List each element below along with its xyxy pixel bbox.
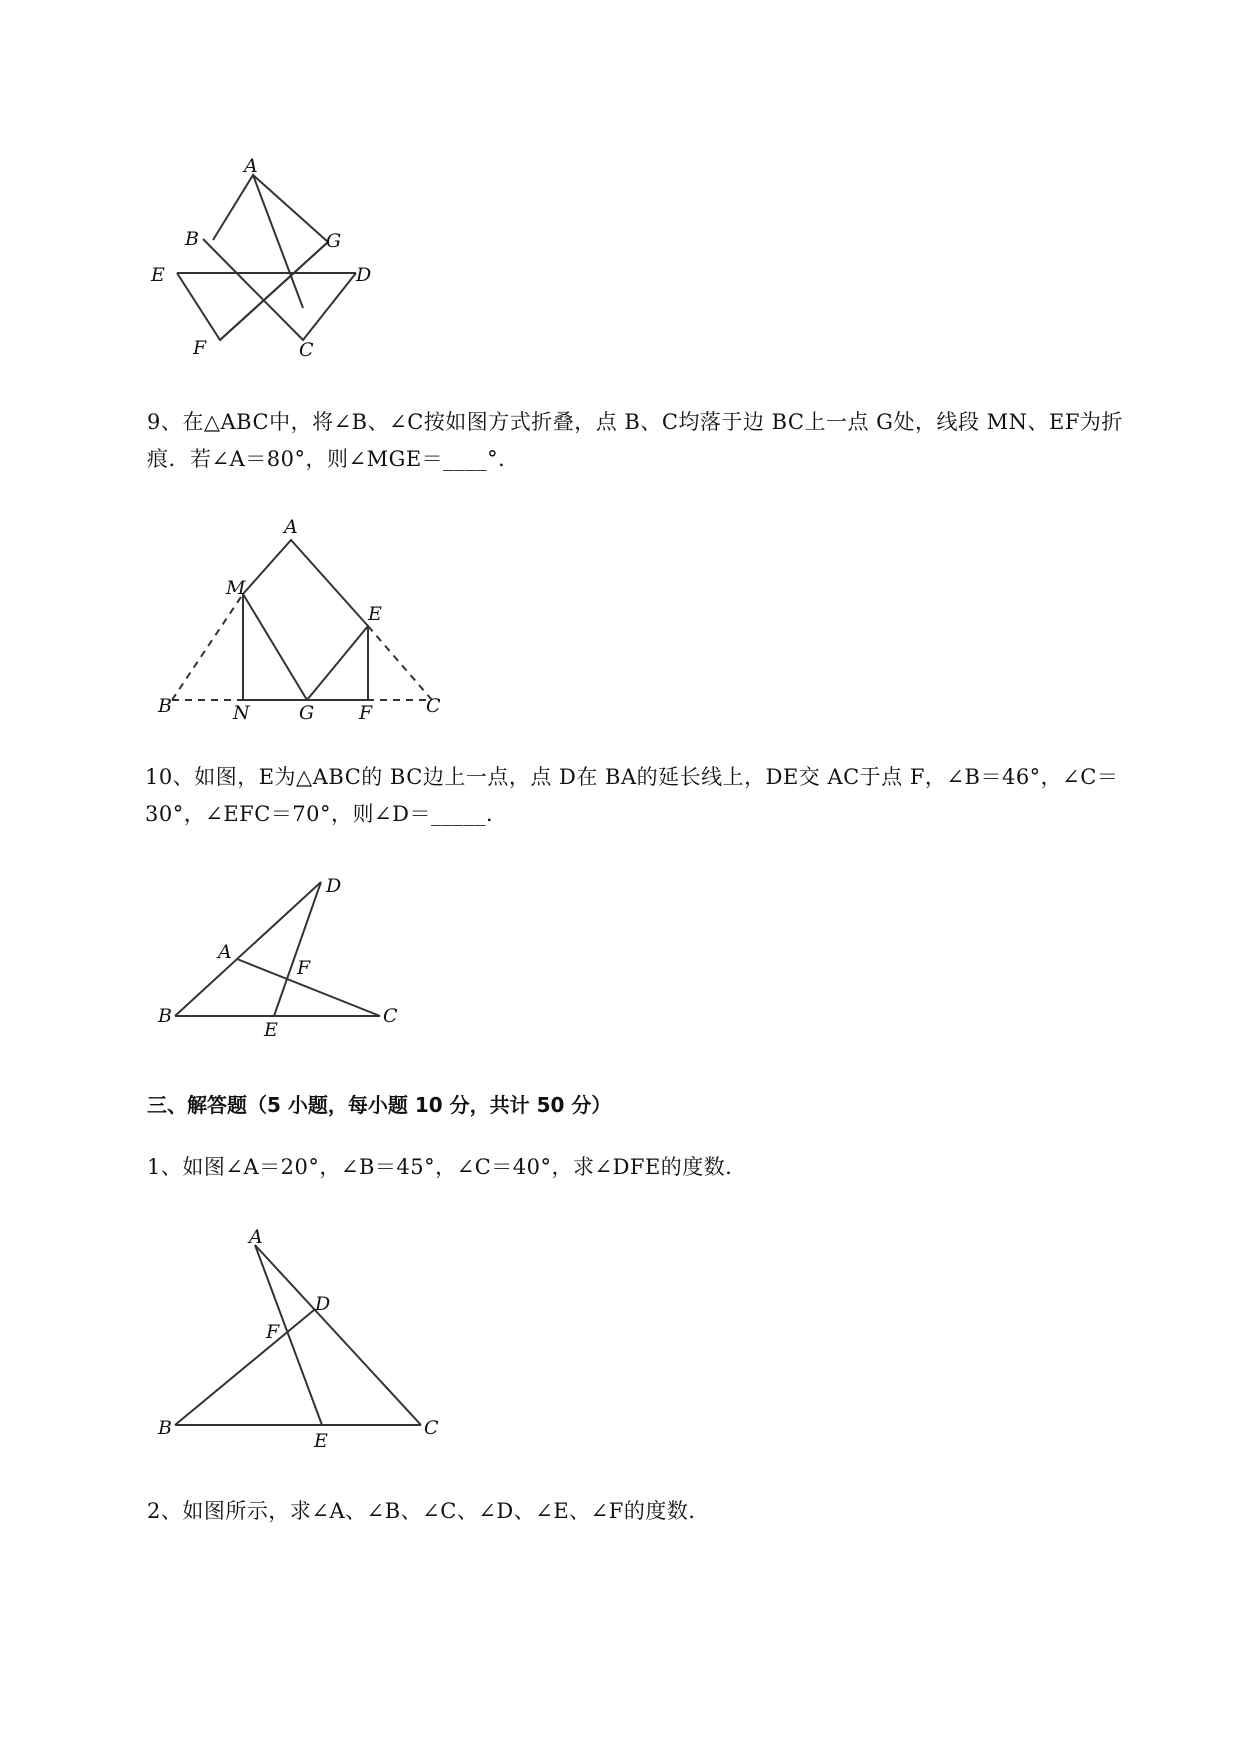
fig8-label-f: F (193, 337, 207, 359)
fig9-label-e: E (368, 603, 382, 625)
fig10-label-c: C (383, 1005, 398, 1027)
fig9-label-g: G (299, 702, 315, 724)
fig8-label-g: G (326, 230, 342, 252)
p1-text: 1、如图∠A＝20°，∠B＝45°，∠C＝40°，求∠DFE的度数． (147, 1155, 747, 1179)
fig9-label-c: C (426, 695, 441, 717)
fig9-label-f: F (359, 702, 373, 724)
fig8-label-e: E (151, 264, 165, 286)
figp1-label-f: F (266, 1321, 280, 1343)
figp1-label-e: E (314, 1430, 328, 1452)
fig9-label-m: M (226, 577, 246, 599)
fig8-label-d: D (356, 264, 372, 286)
figp1-bd (175, 1310, 314, 1425)
fig9-label-n: N (233, 702, 250, 724)
p2-text: 2、如图所示，求∠A、∠B、∠C、∠D、∠E、∠F的度数． (147, 1499, 710, 1523)
q9-line-1: 9、在△ABC中，将∠B、∠C按如图方式折叠，点 B、C均落于边 BC上一点 G处，线段 MN、EF为折 (147, 410, 1123, 434)
fig10-label-e: E (264, 1019, 278, 1041)
q10-line-1: 10、如图，E为△ABC的 BC边上一点，点 D在 BA的延长线上，DE交 AC于点 F，∠B＝46°，∠C＝ (145, 765, 1119, 789)
fig8-label-b: B (185, 228, 199, 250)
q9-line-2: 痕．若∠A＝80°，则∠MGE＝____°． (147, 447, 520, 471)
figp1-label-d: D (315, 1293, 331, 1315)
section-3-title: 三、解答题（5 小题，每小题 10 分，共计 50 分） (147, 1093, 612, 1117)
fig8-label-a: A (244, 155, 258, 177)
fig10-label-f: F (297, 957, 311, 979)
fig9-label-b: B (158, 695, 172, 717)
figp1-ac (255, 1245, 421, 1425)
fig9-label-a: A (284, 516, 298, 538)
fig10-label-d: D (326, 875, 342, 897)
figp1-label-a: A (249, 1226, 263, 1248)
fig10-label-b: B (158, 1005, 172, 1027)
figp1-label-b: B (158, 1417, 172, 1439)
fig10-label-a: A (218, 941, 232, 963)
q10-line-2: 30°，∠EFC＝70°，则∠D＝_____． (145, 802, 508, 826)
figp1-label-c: C (424, 1417, 439, 1439)
fig8-label-c: C (299, 339, 314, 361)
